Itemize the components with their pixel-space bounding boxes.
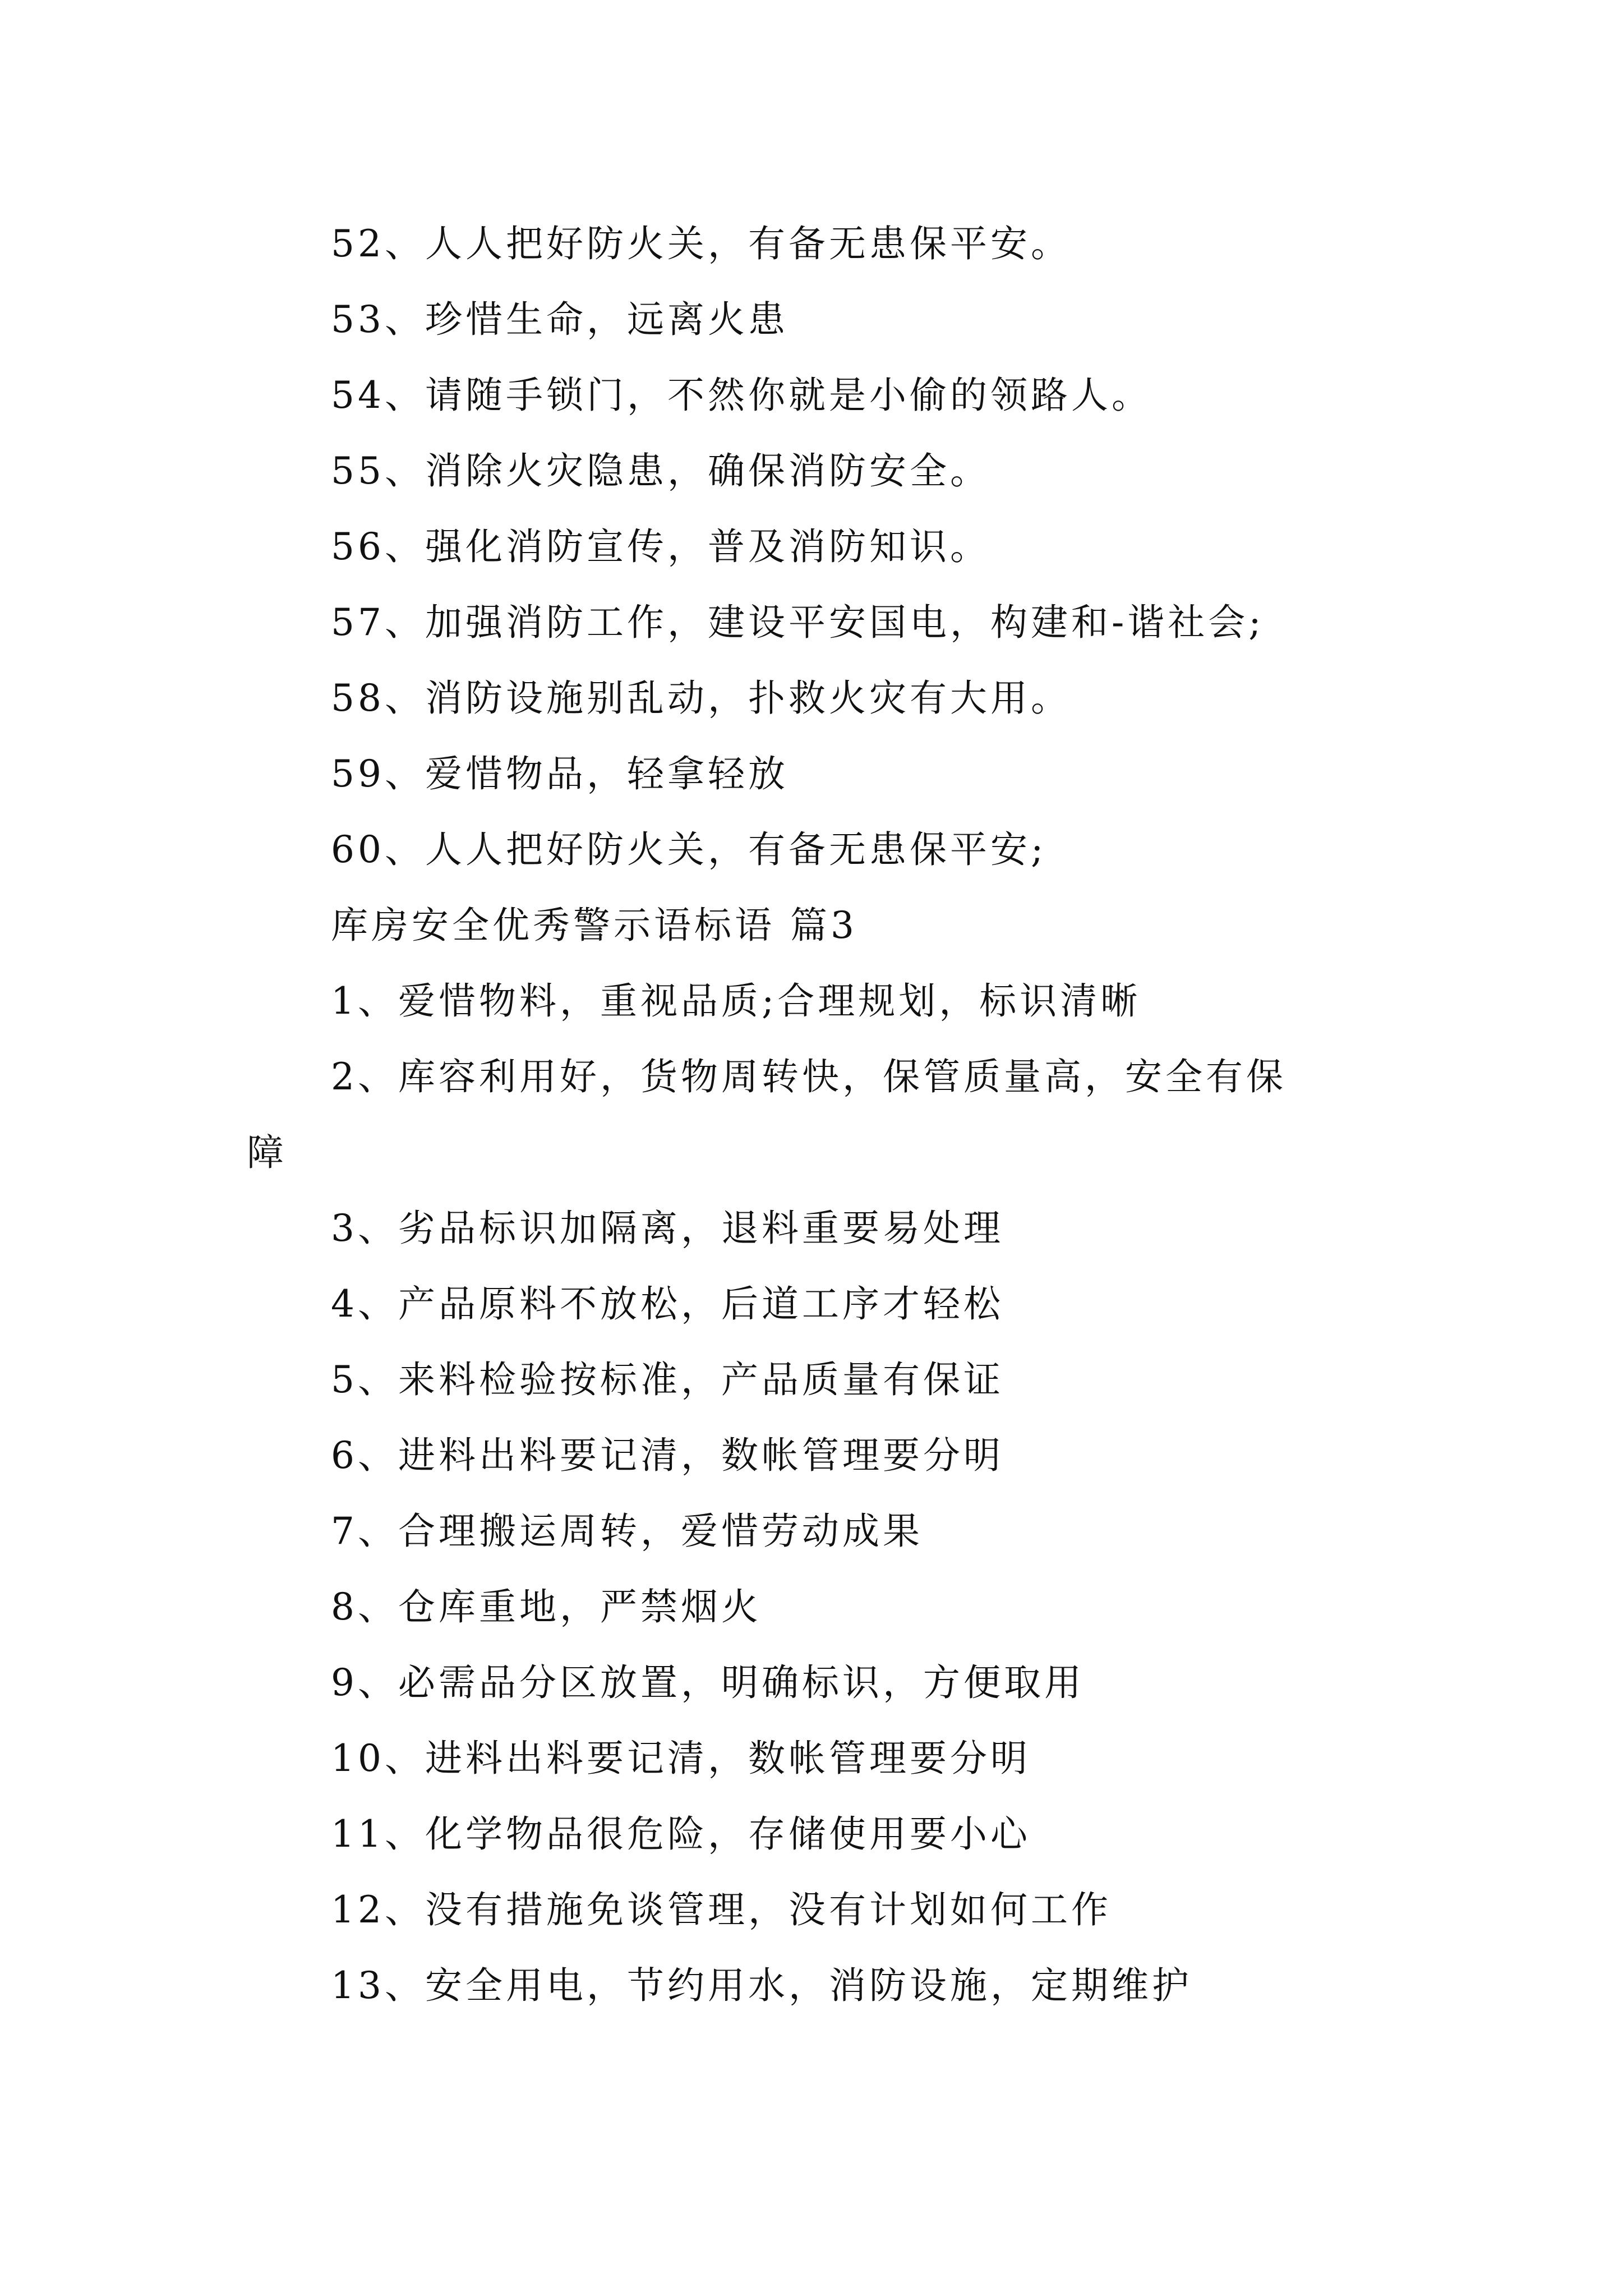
text-line: 1、爱惜物料，重视品质;合理规划，标识清晰 [331, 979, 1141, 1023]
text-line: 11、化学物品很危险，存储使用要小心 [331, 1812, 1031, 1856]
text-line: 10、进料出料要记清，数帐管理要分明 [331, 1737, 1031, 1780]
section-heading: 库房安全优秀警示语标语 篇3 [331, 904, 857, 947]
text-line: 8、仓库重地，严禁烟火 [331, 1585, 762, 1628]
text-line: 52、人人把好防火关，有备无患保平安。 [331, 222, 1071, 265]
text-line: 57、加强消防工作，建设平安国电，构建和-谐社会; [331, 601, 1265, 644]
text-line: 13、安全用电，节约用水，消防设施，定期维护 [331, 1964, 1192, 2007]
text-line: 60、人人把好防火关，有备无患保平安; [331, 828, 1047, 871]
text-line: 2、库容利用好，货物周转快，保管质量高，安全有保 [331, 1055, 1287, 1098]
text-line: 4、产品原料不放松，后道工序才轻松 [331, 1282, 1004, 1326]
text-line: 5、来料检验按标准，产品质量有保证 [331, 1358, 1004, 1401]
text-line: 56、强化消防宣传，普及消防知识。 [331, 525, 990, 568]
text-line: 58、消防设施别乱动，扑救火灾有大用。 [331, 677, 1071, 720]
text-line: 55、消除火灾隐患，确保消防安全。 [331, 449, 990, 493]
text-line: 54、请随手锁门，不然你就是小偷的领路人。 [331, 374, 1152, 417]
text-line: 53、珍惜生命，远离火患 [331, 298, 789, 341]
text-line: 9、必需品分区放置，明确标识，方便取用 [331, 1661, 1085, 1704]
text-line: 59、爱惜物品，轻拿轻放 [331, 752, 789, 795]
text-line: 6、进料出料要记清，数帐管理要分明 [331, 1434, 1004, 1477]
text-line: 12、没有措施免谈管理，没有计划如何工作 [331, 1888, 1112, 1931]
text-line-continuation: 障 [247, 1131, 287, 1174]
text-line: 3、劣品标识加隔离，退料重要易处理 [331, 1207, 1004, 1250]
text-line: 7、合理搬运周转，爱惜劳动成果 [331, 1510, 923, 1553]
